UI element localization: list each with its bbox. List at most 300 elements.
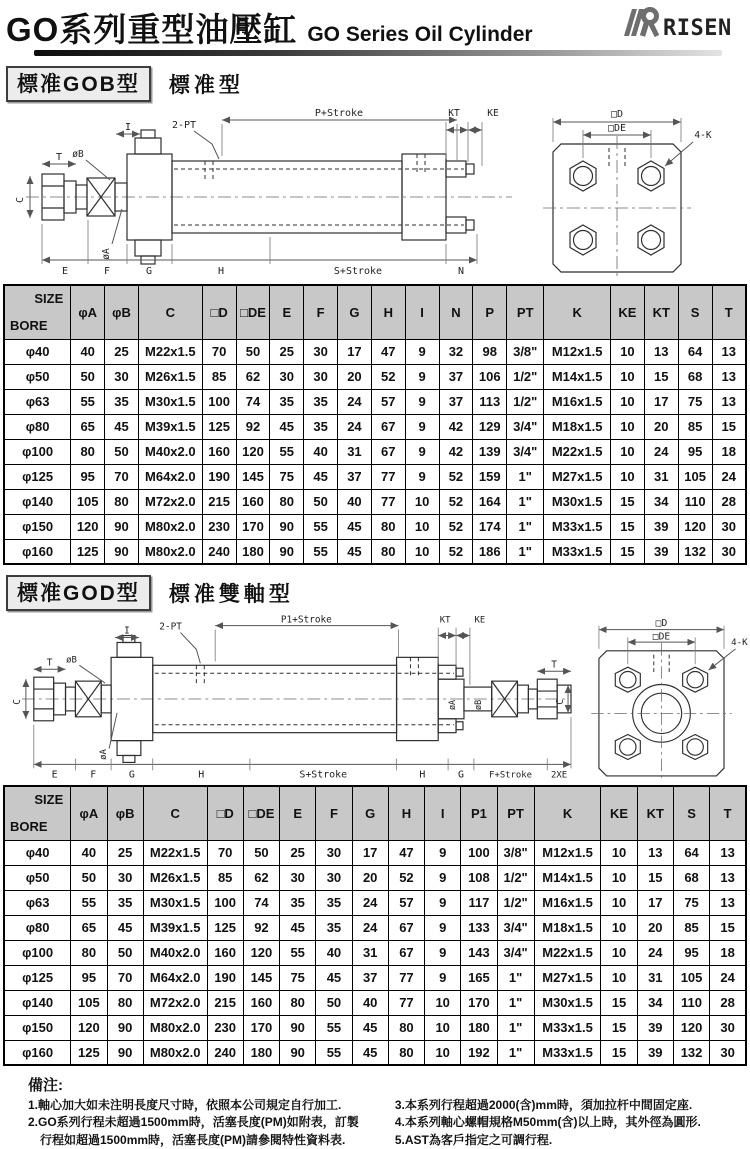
value-cell: 80 <box>388 1015 424 1040</box>
section-god-header <box>6 575 740 611</box>
table-row <box>4 1015 746 1040</box>
value-cell: 20 <box>637 915 673 940</box>
value-cell: 190 <box>202 464 236 489</box>
value-cell: 35 <box>316 915 352 940</box>
table-row <box>4 489 746 514</box>
dim-label-c-left: C <box>11 699 23 705</box>
section-gob-header <box>6 66 740 102</box>
value-cell: 10 <box>611 339 645 364</box>
dim-label-f-stroke: F+Stroke <box>489 770 533 781</box>
value-cell: M30x1.5 <box>138 389 202 414</box>
value-cell: 170 <box>461 990 497 1015</box>
value-cell: 37 <box>352 965 388 990</box>
value-cell: 132 <box>673 1040 709 1065</box>
value-cell: 55 <box>316 1015 352 1040</box>
column-header: KT <box>637 786 673 840</box>
dim-label-e: E <box>51 769 58 781</box>
value-cell: 57 <box>371 389 405 414</box>
column-header: E <box>270 285 304 339</box>
value-cell: 165 <box>461 965 497 990</box>
column-header: S <box>673 786 709 840</box>
value-cell: 1" <box>507 514 544 539</box>
value-cell: 9 <box>425 915 461 940</box>
value-cell: 24 <box>637 940 673 965</box>
bore-size-cell: φ150 <box>4 1015 71 1040</box>
value-cell: 25 <box>280 840 316 865</box>
value-cell: 230 <box>202 514 236 539</box>
value-cell: M30x1.5 <box>534 990 601 1015</box>
size-bore-corner-cell <box>4 285 71 339</box>
value-cell: 40 <box>71 339 105 364</box>
value-cell: 35 <box>316 890 352 915</box>
value-cell: M27x1.5 <box>534 965 601 990</box>
value-cell: 85 <box>207 865 243 890</box>
value-cell: 28 <box>710 990 746 1015</box>
column-header: P <box>473 285 507 339</box>
dim-label-4k: 4-K <box>731 638 748 649</box>
value-cell: 230 <box>207 1015 243 1040</box>
value-cell: 35 <box>280 890 316 915</box>
value-cell: 35 <box>304 389 338 414</box>
dim-label-s-stroke: S+Stroke <box>299 769 348 781</box>
bore-size-cell: φ100 <box>4 439 71 464</box>
dim-label-f: F <box>103 266 111 277</box>
dim-label-ke: KE <box>474 615 486 626</box>
value-cell: 113 <box>473 389 507 414</box>
dim-label-square-d: □D <box>610 109 624 120</box>
value-cell: 37 <box>338 464 372 489</box>
value-cell: 3/4" <box>497 940 534 965</box>
value-cell: 74 <box>236 389 270 414</box>
column-header: C <box>143 786 207 840</box>
note-line: 1.軸心加大如未注明長度尺寸時，依照本公司規定自行加工. <box>28 1098 342 1112</box>
column-header: □D <box>207 786 243 840</box>
value-cell: M14x1.5 <box>544 364 611 389</box>
value-cell: 160 <box>243 990 279 1015</box>
value-cell: 85 <box>678 414 712 439</box>
dim-label-2pt: 2-PT <box>171 120 197 131</box>
column-header: PT <box>497 786 534 840</box>
value-cell: 10 <box>405 539 439 564</box>
value-cell: 45 <box>338 539 372 564</box>
value-cell: 52 <box>439 514 473 539</box>
value-cell: 180 <box>236 539 270 564</box>
value-cell: M40x2.0 <box>143 940 207 965</box>
value-cell: 80 <box>270 489 304 514</box>
gob-drawing <box>0 104 750 280</box>
value-cell: 80 <box>107 990 143 1015</box>
value-cell: 100 <box>202 389 236 414</box>
page-header <box>0 0 750 50</box>
value-cell: 100 <box>461 840 497 865</box>
gob-side-view-drawing <box>12 104 517 280</box>
value-cell: 30 <box>304 339 338 364</box>
page-title-en: GO Series Oil Cylinder <box>307 23 533 46</box>
column-header: F <box>316 786 352 840</box>
value-cell: 77 <box>371 489 405 514</box>
value-cell: M16x1.5 <box>534 890 601 915</box>
value-cell: 45 <box>105 414 139 439</box>
note-line: 2.GO系列行程未超過1500mm時，活塞長度(PM)如附表，訂製 <box>28 1115 359 1130</box>
value-cell: 45 <box>338 514 372 539</box>
note-line: 3.本系列行程超過2000(含)mm時，須加拉杆中間固定座. <box>394 1098 693 1112</box>
value-cell: M33x1.5 <box>534 1040 601 1065</box>
value-cell: 13 <box>712 389 746 414</box>
value-cell: 1/2" <box>497 865 534 890</box>
value-cell: 31 <box>338 439 372 464</box>
value-cell: M33x1.5 <box>544 514 611 539</box>
brand-name: RISEN <box>663 16 732 41</box>
column-header: □DE <box>243 786 279 840</box>
value-cell: 159 <box>473 464 507 489</box>
value-cell: 1" <box>497 990 534 1015</box>
value-cell: 80 <box>388 1040 424 1065</box>
value-cell: 25 <box>270 339 304 364</box>
value-cell: 180 <box>243 1040 279 1065</box>
dim-label-g: G <box>145 266 153 277</box>
value-cell: 120 <box>673 1015 709 1040</box>
value-cell: 90 <box>105 514 139 539</box>
dim-label-g2: G <box>458 769 464 781</box>
column-header: KE <box>601 786 637 840</box>
value-cell: 34 <box>644 489 678 514</box>
value-cell: 9 <box>425 890 461 915</box>
value-cell: 190 <box>207 965 243 990</box>
value-cell: 133 <box>461 915 497 940</box>
dim-label-2xe: 2XE <box>551 770 568 781</box>
value-cell: M64x2.0 <box>138 464 202 489</box>
table-row <box>4 389 746 414</box>
section-god-tag: 標准GOD型 <box>6 575 151 611</box>
column-header: φA <box>71 285 105 339</box>
dim-label-2pt: 2-PT <box>159 621 182 633</box>
value-cell: M26x1.5 <box>138 364 202 389</box>
value-cell: 67 <box>371 439 405 464</box>
value-cell: M30x1.5 <box>544 489 611 514</box>
column-header: C <box>138 285 202 339</box>
value-cell: 65 <box>71 915 107 940</box>
value-cell: 120 <box>71 514 105 539</box>
value-cell: 15 <box>601 990 637 1015</box>
value-cell: 106 <box>473 364 507 389</box>
dim-label-f: F <box>90 769 97 781</box>
value-cell: 170 <box>236 514 270 539</box>
value-cell: 45 <box>280 915 316 940</box>
value-cell: 17 <box>338 339 372 364</box>
value-cell: 90 <box>270 539 304 564</box>
value-cell: 13 <box>644 339 678 364</box>
value-cell: M12x1.5 <box>544 339 611 364</box>
column-header: T <box>710 786 746 840</box>
value-cell: 15 <box>644 364 678 389</box>
value-cell: 50 <box>243 840 279 865</box>
value-cell: M22x1.5 <box>138 339 202 364</box>
value-cell: 28 <box>712 489 746 514</box>
dim-label-e: E <box>61 266 69 277</box>
value-cell: 70 <box>202 339 236 364</box>
note-line: 4.本系列軸心螺帽規格M50mm(含)以上時，其外徑為圓形. <box>394 1115 701 1130</box>
value-cell: 80 <box>71 940 107 965</box>
value-cell: M22x1.5 <box>534 940 601 965</box>
value-cell: 9 <box>405 339 439 364</box>
value-cell: 9 <box>405 464 439 489</box>
value-cell: 45 <box>107 915 143 940</box>
value-cell: 95 <box>71 965 107 990</box>
value-cell: 55 <box>71 890 107 915</box>
value-cell: M22x1.5 <box>544 439 611 464</box>
bore-size-cell: φ125 <box>4 965 71 990</box>
value-cell: 30 <box>712 514 746 539</box>
value-cell: 30 <box>710 1040 746 1065</box>
table-row <box>4 990 746 1015</box>
dim-label-phib-right: øB <box>472 699 483 710</box>
table-row <box>4 414 746 439</box>
bore-size-cell: φ63 <box>4 389 71 414</box>
gob-dimension-table <box>3 284 747 565</box>
god-dimension-table <box>3 785 747 1066</box>
value-cell: M22x1.5 <box>143 840 207 865</box>
value-cell: 55 <box>280 940 316 965</box>
column-header: S <box>678 285 712 339</box>
value-cell: 31 <box>637 965 673 990</box>
column-header: φB <box>107 786 143 840</box>
value-cell: 37 <box>439 389 473 414</box>
value-cell: 24 <box>338 389 372 414</box>
value-cell: 52 <box>439 489 473 514</box>
table-row <box>4 364 746 389</box>
value-cell: 20 <box>338 364 372 389</box>
column-header: □D <box>202 285 236 339</box>
notes-heading: 備注: <box>28 1077 63 1094</box>
value-cell: 64 <box>678 339 712 364</box>
value-cell: 1" <box>497 1015 534 1040</box>
value-cell: 105 <box>71 489 105 514</box>
notes-left-column <box>28 1097 389 1149</box>
brand-logo <box>618 4 740 44</box>
gob-tie-rods <box>174 154 464 225</box>
value-cell: M39x1.5 <box>143 915 207 940</box>
value-cell: 10 <box>601 865 637 890</box>
dim-label-t: T <box>55 152 63 163</box>
value-cell: 90 <box>280 1015 316 1040</box>
column-header: E <box>280 786 316 840</box>
section-gob-subtitle: 標准型 <box>168 74 244 97</box>
value-cell: 17 <box>644 389 678 414</box>
bore-size-cell: φ160 <box>4 539 71 564</box>
value-cell: 120 <box>243 940 279 965</box>
value-cell: M80x2.0 <box>143 1040 207 1065</box>
value-cell: 10 <box>611 389 645 414</box>
value-cell: 24 <box>710 965 746 990</box>
value-cell: 45 <box>270 414 304 439</box>
value-cell: 3/8" <box>507 339 544 364</box>
value-cell: M30x1.5 <box>143 890 207 915</box>
column-header: KE <box>611 285 645 339</box>
value-cell: 31 <box>644 464 678 489</box>
column-header: φA <box>71 786 107 840</box>
column-header: G <box>338 285 372 339</box>
value-cell: 90 <box>280 1040 316 1065</box>
value-cell: 24 <box>644 439 678 464</box>
value-cell: 10 <box>405 514 439 539</box>
risen-logo-icon <box>618 4 740 44</box>
column-header: □DE <box>236 285 270 339</box>
value-cell: 80 <box>371 514 405 539</box>
value-cell: 35 <box>107 890 143 915</box>
dim-label-phia-left: øA <box>99 749 110 760</box>
value-cell: 62 <box>236 364 270 389</box>
value-cell: M40x2.0 <box>138 439 202 464</box>
value-cell: 215 <box>207 990 243 1015</box>
value-cell: 180 <box>461 1015 497 1040</box>
dim-label-phia-right: øA <box>447 699 458 710</box>
value-cell: M64x2.0 <box>143 965 207 990</box>
table-row <box>4 915 746 940</box>
value-cell: M26x1.5 <box>143 865 207 890</box>
value-cell: 18 <box>710 940 746 965</box>
value-cell: 50 <box>71 364 105 389</box>
column-header: N <box>439 285 473 339</box>
value-cell: 15 <box>611 489 645 514</box>
page-title: GO系列重型油壓缸 <box>6 11 298 48</box>
value-cell: 110 <box>678 489 712 514</box>
value-cell: 50 <box>316 990 352 1015</box>
value-cell: 1/2" <box>507 364 544 389</box>
value-cell: 100 <box>207 890 243 915</box>
value-cell: 24 <box>352 915 388 940</box>
value-cell: 40 <box>316 940 352 965</box>
value-cell: M72x2.0 <box>138 489 202 514</box>
value-cell: 9 <box>425 840 461 865</box>
value-cell: 35 <box>270 389 304 414</box>
value-cell: 75 <box>673 890 709 915</box>
value-cell: 10 <box>601 915 637 940</box>
value-cell: 40 <box>352 990 388 1015</box>
value-cell: 90 <box>107 1015 143 1040</box>
value-cell: 90 <box>107 1040 143 1065</box>
value-cell: 15 <box>611 514 645 539</box>
value-cell: M14x1.5 <box>534 865 601 890</box>
value-cell: 64 <box>673 840 709 865</box>
value-cell: 13 <box>710 890 746 915</box>
value-cell: 65 <box>71 414 105 439</box>
value-cell: 68 <box>678 364 712 389</box>
table-row <box>4 965 746 990</box>
value-cell: 68 <box>673 865 709 890</box>
column-header: H <box>371 285 405 339</box>
dim-label-c-right: C <box>555 699 567 705</box>
value-cell: 55 <box>270 439 304 464</box>
value-cell: 10 <box>601 940 637 965</box>
column-header: P1 <box>461 786 497 840</box>
value-cell: 39 <box>644 539 678 564</box>
bore-size-cell: φ150 <box>4 514 71 539</box>
dim-label-i: I <box>124 122 132 133</box>
value-cell: M18x1.5 <box>544 414 611 439</box>
value-cell: 39 <box>644 514 678 539</box>
column-header: I <box>425 786 461 840</box>
value-cell: 70 <box>105 464 139 489</box>
value-cell: 47 <box>371 339 405 364</box>
value-cell: 24 <box>338 414 372 439</box>
value-cell: 10 <box>611 439 645 464</box>
value-cell: 55 <box>304 539 338 564</box>
value-cell: M33x1.5 <box>544 539 611 564</box>
table-row <box>4 840 746 865</box>
value-cell: 1/2" <box>497 890 534 915</box>
dim-label-t-right: T <box>551 659 557 671</box>
bore-size-cell: φ100 <box>4 940 71 965</box>
dim-label-c: C <box>15 196 26 204</box>
dim-label-s-stroke: S+Stroke <box>333 266 383 277</box>
dim-label-phib-left: øB <box>66 655 77 666</box>
dim-label-h: H <box>217 266 225 277</box>
value-cell: 3/4" <box>507 439 544 464</box>
value-cell: 39 <box>637 1015 673 1040</box>
value-cell: 132 <box>678 539 712 564</box>
corner-size-label: SIZE <box>34 291 64 306</box>
value-cell: 240 <box>202 539 236 564</box>
table-row <box>4 1040 746 1065</box>
value-cell: 75 <box>270 464 304 489</box>
value-cell: 30 <box>280 865 316 890</box>
value-cell: 30 <box>316 840 352 865</box>
column-header: K <box>544 285 611 339</box>
bore-size-cell: φ80 <box>4 414 71 439</box>
column-header: T <box>712 285 746 339</box>
value-cell: 50 <box>236 339 270 364</box>
value-cell: 15 <box>712 414 746 439</box>
value-cell: 13 <box>637 840 673 865</box>
value-cell: 13 <box>712 364 746 389</box>
value-cell: 108 <box>461 865 497 890</box>
note-line: 5.AST為客戶指定之可調行程. <box>394 1132 553 1147</box>
value-cell: 125 <box>71 1040 107 1065</box>
value-cell: 42 <box>439 439 473 464</box>
value-cell: 3/4" <box>497 915 534 940</box>
bore-size-cell: φ50 <box>4 364 71 389</box>
value-cell: 1" <box>497 1040 534 1065</box>
value-cell: 67 <box>388 940 424 965</box>
value-cell: 1/2" <box>507 389 544 414</box>
value-cell: 90 <box>270 514 304 539</box>
bore-size-cell: φ40 <box>4 339 71 364</box>
section-god-subtitle: 標准雙軸型 <box>168 583 294 606</box>
value-cell: 35 <box>105 389 139 414</box>
value-cell: 3/4" <box>507 414 544 439</box>
value-cell: 120 <box>236 439 270 464</box>
value-cell: 37 <box>439 364 473 389</box>
dim-label-square-de: □DE <box>652 631 671 643</box>
dim-label-n: N <box>457 266 465 277</box>
value-cell: 30 <box>712 539 746 564</box>
value-cell: 52 <box>388 865 424 890</box>
value-cell: 13 <box>712 339 746 364</box>
value-cell: 25 <box>105 339 139 364</box>
value-cell: 160 <box>236 489 270 514</box>
value-cell: 77 <box>371 464 405 489</box>
size-bore-corner-cell <box>4 786 71 840</box>
value-cell: 145 <box>236 464 270 489</box>
note-line: 行程如超過1500mm時，活塞長度(PM)請參閱特性資料表. <box>40 1132 346 1147</box>
value-cell: 9 <box>405 439 439 464</box>
value-cell: 52 <box>371 364 405 389</box>
value-cell: M12x1.5 <box>534 840 601 865</box>
value-cell: 67 <box>388 915 424 940</box>
value-cell: 75 <box>678 389 712 414</box>
value-cell: 62 <box>243 865 279 890</box>
dim-label-phib: øB <box>72 149 84 160</box>
